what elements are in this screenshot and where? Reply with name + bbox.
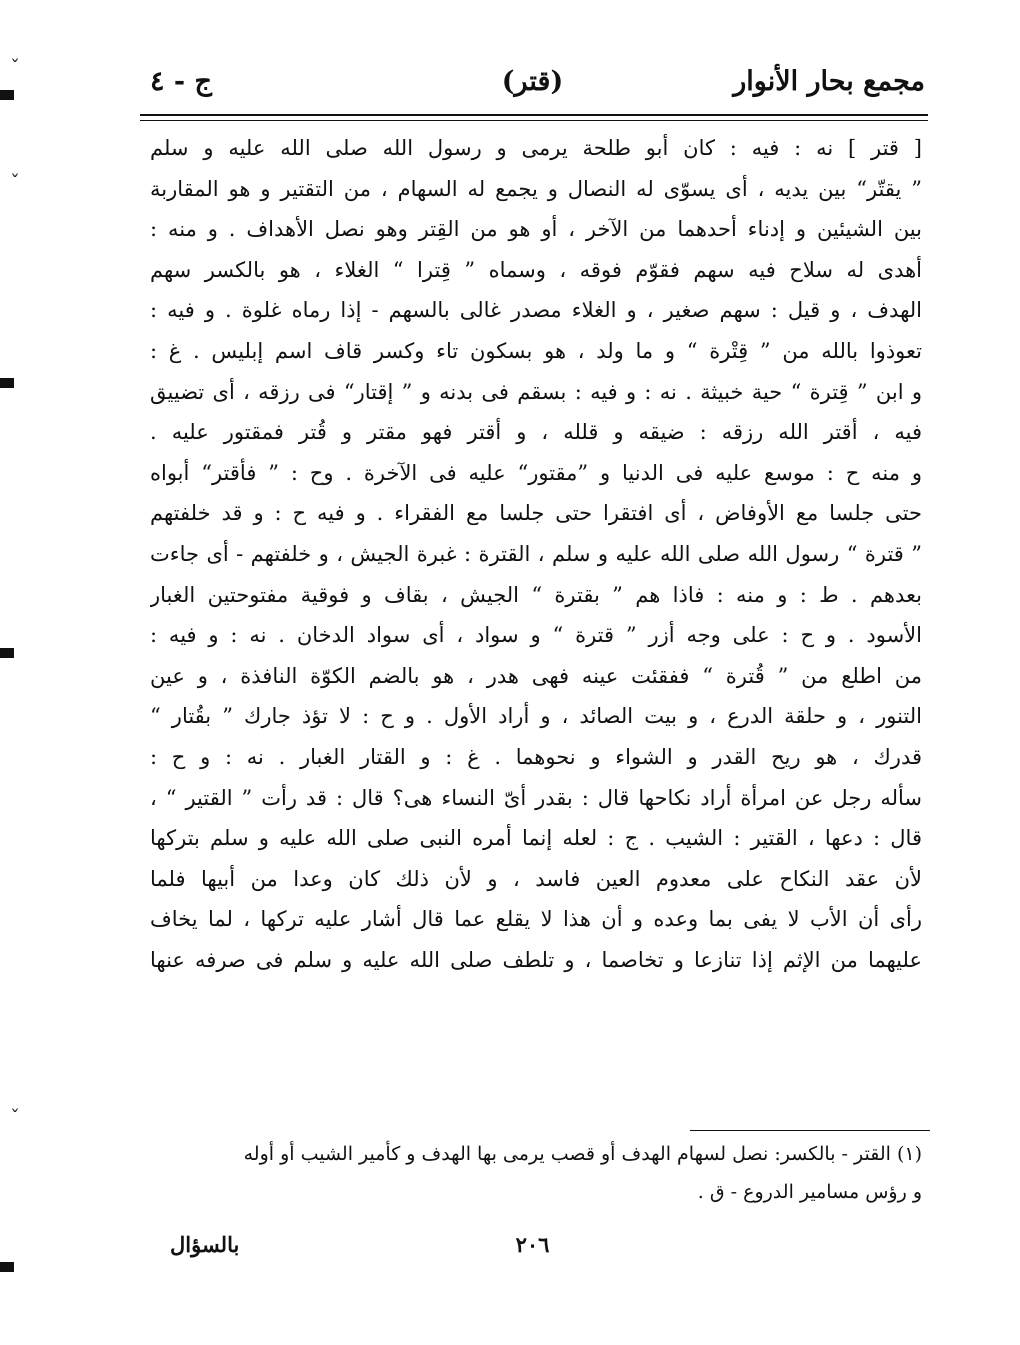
entry-root: (قتر) [501,66,564,97]
scan-edge-mark [0,648,14,658]
scan-edge-mark [0,90,14,100]
footnote-line: (١) القتر - بالكسر: نصل لسهام الهدف أو قصب يرمى بها الهدف و كأمير الشيب أو أوله [243,1143,922,1165]
text-line: الأسود . و ح : على وجه أزر ” قترة “ و سواد ، أى سواد الدخان . نه : و فيه : [150,623,922,648]
page-header [140,62,925,106]
text-line: ” يقتّر“ بين يديه ، أى يسوّى له النصال و يجمع له السهام ، من التقتير و هو المقاربة [150,176,922,201]
footnote [150,1135,922,1211]
text-line: من اطلع من ” قُترة “ ففقئت عينه فهى هدر ، هو بالضم الكوّة النافذة ، و عين [150,663,922,688]
footnote-line: و رؤس مسامير الدروع - ق . [697,1181,922,1203]
text-line: التنور ، و حلقة الدرع ، و بيت الصائد ، و أراد الأول . و ح : لا تؤذ جارك ” بقُتار “ [150,704,922,729]
header-rule [140,114,928,116]
text-line: فيه ، أقتر الله رزقه : ضيقه و قلله ، و أقتر فهو مقتر و قُتر فمقتور عليه . [150,420,922,445]
page-number: ٢٠٦ [515,1232,550,1257]
text-line: حتى جلسا مع الأوفاض ، أى افتقرا حتى جلسا مع الفقراء . و فيه ح : و قد خلفتهم [150,501,922,526]
scan-edge-tick: ˇ [10,1105,20,1129]
text-line: بين الشيئين و إدناء أحدهما من الآخر ، أو هو من القِتر وهو نصل الأهداف . و منه : [150,217,922,242]
text-line: و منه ح : موسع عليه فى الدنيا و ”مقتور“ عليه فى الآخرة . وح : ” فأقتر“ أبواه [150,460,922,485]
header-rule-thin [140,120,928,121]
text-line: أهدى له سلاح فيه سهم فقوّم فوقه ، وسماه ” قِترا “ الغلاء ، هو بالكسر سهم [150,257,922,282]
text-line: عليهما من الإثم إذا تنازعا و تخاصما ، و تلطف صلى الله عليه و سلم فى صرفه عنها [150,947,922,972]
book-title: مجمع بحار الأنوار [733,66,925,97]
main-text [150,128,922,980]
scan-edge-tick: ˇ [10,55,20,79]
text-line: الهدف ، و قيل : سهم صغير ، و الغلاء مصدر غالى بالسهم - إذا رماه غلوة . و فيه : [150,298,922,323]
text-line: تعوذوا بالله من ” قِتْرة “ و ما ولد ، هو بسكون تاء وكسر قاف اسم إبليس . غ : [150,338,922,363]
text-line: سأله رجل عن امرأة أراد نكاحها قال : بقدر أىّ النساء هى؟ قال : قد رأت ” القتير “ ، [150,785,922,810]
scan-edge-mark [0,378,14,388]
catchword: بالسؤال [170,1232,240,1257]
text-line: بعدهم . ط : و منه : فاذا هم ” بقترة “ الجيش ، بقاف و فوقية مفتوحتين الغبار [150,582,922,607]
page-footer [140,1232,925,1272]
footnote-rule [690,1130,930,1131]
text-line: قال : دعها ، القتير : الشيب . ج : لعله إنما أمره النبى صلى الله عليه و سلم بتركها [150,826,922,851]
scan-edge-tick: ˇ [10,170,20,194]
text-line: لأن عقد النكاح على معدوم العين فاسد ، و لأن ذلك كان وعدا من أبيها فلما [150,866,922,891]
text-line: رأى أن الأب لا يفى بما وعده و أن هذا لا يقلع عما قال أشار عليه تركها ، لما يخاف [150,907,922,932]
text-line: [ قتر ] نه : فيه : كان أبو طلحة يرمى و رسول الله صلى الله عليه و سلم [150,136,922,160]
text-line: ” قترة “ رسول الله صلى الله عليه و سلم ، القترة : غبرة الجيش ، و خلفتهم - أى جاءت [150,541,922,566]
volume-label: ج - ٤ [150,66,212,97]
scan-edge-mark [0,1262,14,1272]
text-line: قدرك ، هو ريح القدر و الشواء و نحوهما . غ : و القتار الغبار . نه : و ح : [150,744,922,769]
text-line: و ابن ” قِترة “ حية خبيثة . نه : و فيه : بسقم فى بدنه و ” إقتار“ فى رزقه ، أى تضييق [150,379,922,404]
